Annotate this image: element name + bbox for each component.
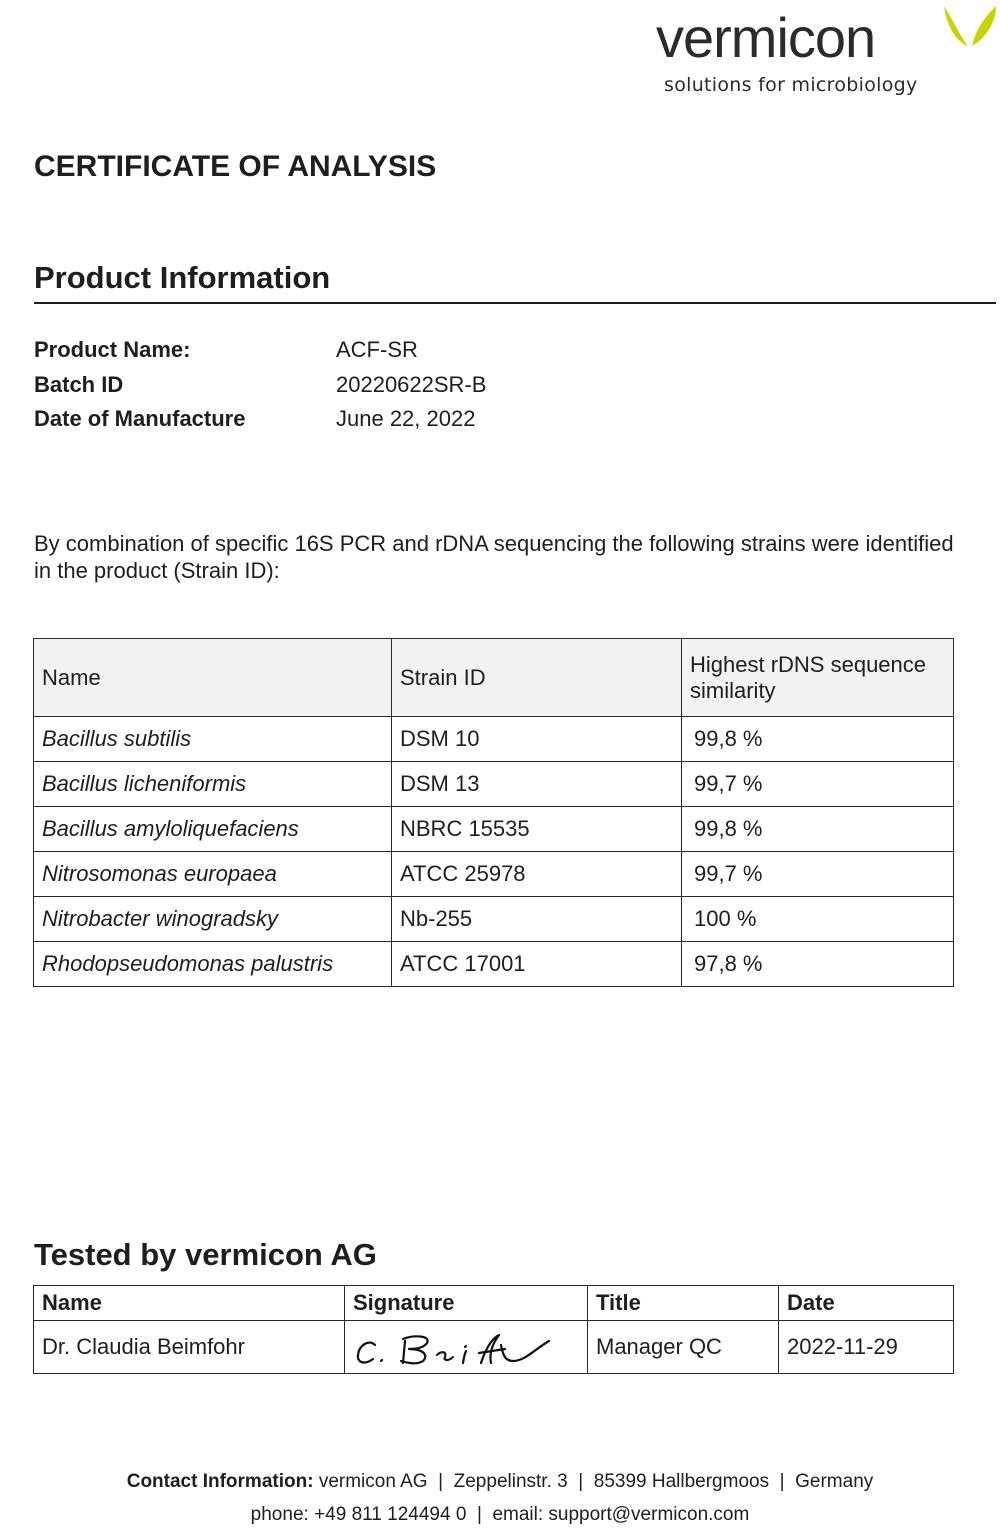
- similarity-value: 99,7 %: [682, 762, 954, 807]
- species-name: Bacillus amyloliquefaciens: [34, 807, 392, 852]
- header-name: Name: [34, 639, 392, 717]
- species-name: Bacillus subtilis: [34, 717, 392, 762]
- table-row: [34, 897, 954, 942]
- similarity-value: 97,8 %: [682, 942, 954, 987]
- strain-id: NBRC 15535: [392, 807, 682, 852]
- similarity-value: 99,7 %: [682, 852, 954, 897]
- logo-v-mark-icon: [942, 2, 998, 48]
- logo-tagline: solutions for microbiology: [664, 74, 918, 96]
- tested-header-title: Title: [588, 1286, 779, 1321]
- section-divider: [34, 302, 996, 304]
- table-row: [34, 852, 954, 897]
- table-row: [34, 762, 954, 807]
- tested-header-date: Date: [779, 1286, 954, 1321]
- handwritten-signature-icon: [353, 1325, 563, 1369]
- tested-by-table: [33, 1285, 954, 1374]
- species-name: Rhodopseudomonas palustris: [34, 942, 392, 987]
- logo-wordmark: vermicon: [656, 6, 876, 69]
- vermicon-logo: [652, 0, 1000, 110]
- date-of-manufacture-value: June 22, 2022: [336, 406, 476, 431]
- tester-title: Manager QC: [588, 1321, 779, 1374]
- tested-header-name: Name: [34, 1286, 345, 1321]
- strain-id: Nb-255: [392, 897, 682, 942]
- strain-id: DSM 13: [392, 762, 682, 807]
- tested-header-signature: Signature: [345, 1286, 588, 1321]
- date-of-manufacture-label: Date of Manufacture: [34, 406, 246, 431]
- species-name: Nitrosomonas europaea: [34, 852, 392, 897]
- similarity-value: 100 %: [682, 897, 954, 942]
- species-name: Nitrobacter winogradsky: [34, 897, 392, 942]
- species-name: Bacillus licheniformis: [34, 762, 392, 807]
- header-strain-id: Strain ID: [392, 639, 682, 717]
- strain-id: DSM 10: [392, 717, 682, 762]
- footer-phone-email: phone: +49 811 124494 0 | email: support@vermicon.com: [250, 1504, 750, 1525]
- intro-paragraph: By combination of specific 16S PCR and rDNA sequencing the following strains were identified in the product (Strain ID):: [34, 531, 954, 583]
- footer-contact-text: vermicon AG | Zeppelinstr. 3 | 85399 Hallbergmoos | Germany: [318, 1471, 874, 1492]
- test-date: 2022-11-29: [779, 1321, 954, 1374]
- document-title: CERTIFICATE OF ANALYSIS: [34, 150, 437, 183]
- table-row: [34, 942, 954, 987]
- strain-table-header-row: [34, 639, 954, 717]
- signature-cell: [345, 1321, 588, 1374]
- tested-by-header-row: [34, 1286, 954, 1321]
- table-row: [34, 807, 954, 852]
- product-name-label: Product Name:: [34, 337, 191, 362]
- strain-id: ATCC 25978: [392, 852, 682, 897]
- product-information-heading: Product Information: [34, 260, 331, 295]
- tester-name: Dr. Claudia Beimfohr: [34, 1321, 345, 1374]
- tested-by-heading: Tested by vermicon AG: [34, 1237, 377, 1272]
- footer-contact: [0, 1471, 1000, 1493]
- product-name-value: ACF-SR: [336, 337, 418, 362]
- similarity-value: 99,8 %: [682, 717, 954, 762]
- strain-id: ATCC 17001: [392, 942, 682, 987]
- table-row: [34, 717, 954, 762]
- batch-id-value: 20220622SR-B: [336, 372, 487, 397]
- similarity-value: 99,8 %: [682, 807, 954, 852]
- header-similarity: Highest rDNS sequence similarity: [682, 639, 954, 717]
- batch-id-label: Batch ID: [34, 372, 124, 397]
- footer-contact-label: Contact Information:: [126, 1471, 314, 1492]
- strain-table: [33, 638, 954, 987]
- tested-by-row: [34, 1321, 954, 1374]
